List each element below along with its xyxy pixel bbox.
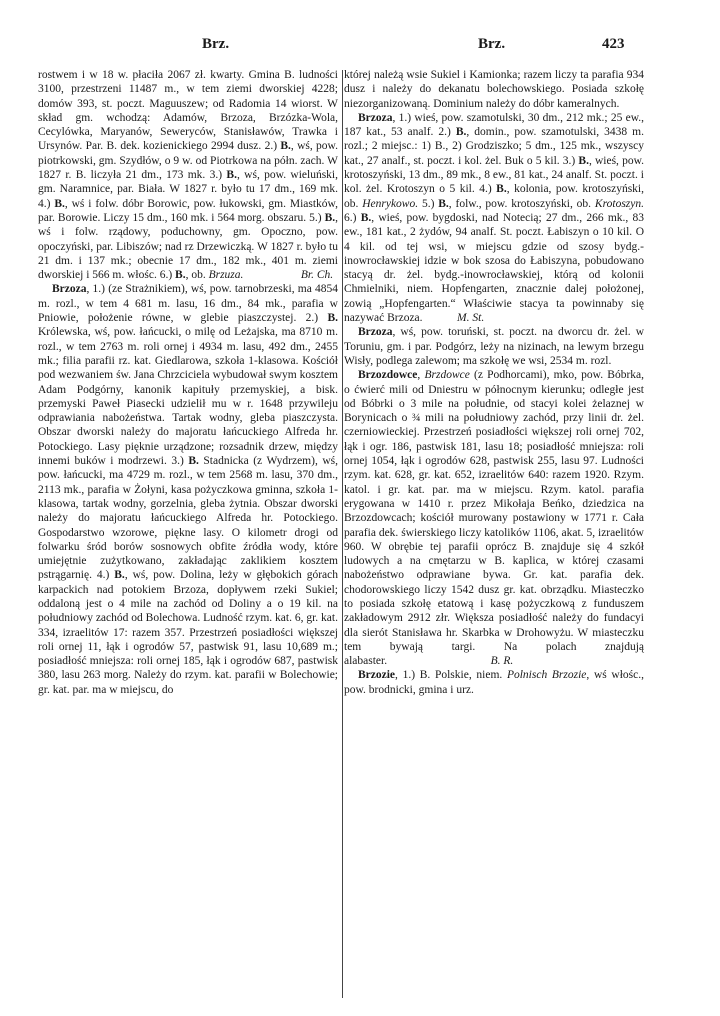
entry-paragraph: Brzoza, 1.) wieś, pow. szamotulski, 30 dm., 212 mk.; 25 ew., 187 kat., 53 analf. 2.) B., domin., pow. szamotulski, 3438 m. rozl.; 2 miejsc.: 1) B., 2) Grodziszko; 5 dm., 125 mk., wszyscy kat., 27 analf., st. poczt. i kol. żel. Buk o 5 kil. 3.) B., wieś, pow. krotoszyński, 13 dm., 89 mk., 8 ew., 81 kat., 24 analf. St. poczt. i kol. żel. Krotoszyn o 5 kil. 4.) B., kolonia, pow. krotoszyński, ob. Henrykowo. 5.) B., folw., pow. krotoszyński, ob. Krotoszyn. 6.) B., wieś, pow. bygdoski, nad Notecią; 27 dm., 266 mk., 83 ew., 181 kat., 2 żydów, 94 analf. St. poczt. Łabiszyn o 10 kil. O 4 kil. od tej wsi, w miejscu gdzie od szosy bydg.-inowrocławskiej idzie w bok szosa do Łabiszyna, pobudowano stacyą dr. żel. bydg.-inowrocławskiej, którą od kolonii Chmielniki, niem. Hopfengarten, znacznie dalej położonej, zowią „Hopfengarten.“ Właściwie stacya ta powinnaby się nazywać Brzoza. M. St. bbox=[344, 111, 645, 325]
entry-paragraph: Brzozie, 1.) B. Polskie, niem. Polnisch Brzozie, wś włośc., pow. brodnicki, gmina i urz. bbox=[344, 669, 644, 696]
entry-paragraph: której należą wsie Sukiel i Kamionka; razem liczy ta parafia 934 dusz i należy do dekanatu bolechowskiego. Posiada szkołę niezorganizowaną. Dominium należy do dóbr kameralnych. bbox=[344, 69, 644, 110]
right-column bbox=[344, 68, 644, 697]
entry-paragraph: Brzozdowce, Brzdowce (z Podhorcami), mko, pow. Bóbrka, o ćwierć mili od Dniestru w północnym kierunku; odległe jest od Bóbrki o 3 mile na południe, od stacyi kolei żelaznej w Borynicach o ¾ mili na południowy zachód, przy linii dr. żel. czerniowieckiej. Przestrzeń posiadłości większej roli ornej 702, łąk i ogr. 186, pastwisk 181, lasu 18; posiadłość mniejsza: roli ornej 1054, łąk i ogrodów 628, pastwisk 255, lasu 97. Ludności rzym. kat. 628, gr. kat. 652, izraelitów 640: razem 1920. Rzym. katol. i gr. kat. par. ma w miejscu. Rzym. katol. parafia erygowana w 1410 r. przez Mikołaja Beńko, dziedzica na Brzozdowcach; kościół murowany postawiony w 1771 r. Cała parafia dek. świerskiego liczy katolików 1106, akat. 5, izraelitów 960. W obrębie tej parafii oprócz B. znajduje się 4 szkół ludowych a na cmętarzu w B. kaplica, w której czasami nabożeństwo odprawiane bywa. Gr. kat. parafia dek. chodorowskiego liczy 1542 dusz gr. kat. obrządku. Miasteczko to posiada szkołę etatową i kasę pożyczkową z funduszem zakładowym 2912 złr. Większa posiadłość należy do fundacyi dla sierót Stanisława hr. Skarbka w Drohowyżu. W miasteczku tem bywają targi. Na polach znajdują alabaster. B. R. bbox=[344, 369, 645, 668]
running-head-right: Brz. bbox=[478, 36, 506, 52]
column-divider bbox=[342, 70, 343, 998]
entry-paragraph: Brzoza, 1.) (ze Strażnikiem), wś, pow. tarnobrzeski, ma 4854 m. rozl., w tem 4 681 m. lasu, 16 dm., 84 mk., parafia w Pniowie, położenie równe, w glebie piaszczystej. 2.) B. Królewska, wś, pow. łańcucki, o milę od Leżajska, ma 8710 m. rozl., w tem 2763 m. roli ornej i 4934 m. lasu, 492 dm., 2455 mk.; filia parafii rz. kat. Giedlarowa, szkoła 1-klasowa. Kościół pod wezwaniem św. Jana Chrzciciela wybudował swym kosztem Adam Podgórny, kanonik kapituły przemyskiej, a bisk. przemyski Paweł Piasecki udzielił mu w r. 1648 przywileju odprawiania nabożeństwa. Tartak wodny, gleba piaszczysta. Obszar dworski należy do majoratu łańcuckiego Alfreda hr. Potockiego. Lasy pięknie urządzone; rozsadnik drzew, między innemi buków i modrzewi. 3.) B. Stadnicka (z Wydrzem), wś, pow. łańcucki, ma 4729 m. rozl., w tem 2568 m. lasu, 370 dm., 2113 mk., parafia w Żołyni, kasa pożyczkowa gminna, szkoła 1-klasowa, tartak wodny, gorzelnia, gleba żytnia. Obszar dworski należy do majoratu łańcuckiego Alfreda hr. Potockiego. Gospodarstwo wzorowe, piękne lasy. O kilometr drogi od folwarku śród borów sosnowych obfite źródła wody, które umiejętnie zużytkowano, zakładając zaklikiem kosztem pstrągarnię. 4.) B., wś, pow. Dolina, leży w głębokich górach karpackich nad potokiem Brzoza, dopływem rzeki Sukiel; oddaloną jest o 4 mile na zachód od Doliny a o 19 kil. na południowy zachód od Bolechowa. Ludność rzym. kat. 6, gr. kat. 334, izraelitów 17: razem 357. Przestrzeń posiadłości większej roli ornej 11, łąk i ogrodów 57, pastwisk 91, lasu 10,689 m.; posiadłość mniejsza: roli ornej 185, łąk i ogrodów 687, pastwisk 380, lasu 263 morg. Należy do rzym. kat. parafii w Bolechowie; gr. kat. par. ma w miejscu, do bbox=[38, 283, 338, 696]
left-column bbox=[38, 68, 338, 697]
entry-paragraph: rostwem i w 18 w. płaciła 2067 zł. kwarty. Gmina B. ludności 3100, przestrzeni 11487 m., w tem ziemi dworskiej 4228; domów 393, st. poczt. Maguuszew; od Radomia 14 wiorst. W skład gm. wchodzą: Adamów, Brzoza, Brzózka-Wola, Cecylówka, Maryanów, Seweryców, Stanisławów, Trawka i Ursynów. Par. B. dek. kozienickiego 2994 dusz. 2.) B., wś, pow. piotrkowski, gm. Szydłów, o 9 w. od Piotrkowa na półn. zach. W 1827 r. B. liczyła 21 dm., 173 mk. 3.) B., wś, pow. wieluński, gm. Naramnice, par. Biała. W 1827 r. było tu 17 dm., 169 mk. 4.) B., wś i folw. dóbr Borowic, pow. łukowski, gm. Miastków, par. Borowie. Liczy 15 dm., 160 mk. i 564 morg. obszaru. 5.) B., wś i folw. rządowy, poduchowny, gm. Opoczno, pow. opoczyński, par. Libiszów; nad rz Drzewiczką. W 1827 r. było tu 21 dm. i 137 mk.; obecnie 17 dm., 182 mk., 401 m. ziemi dworskiej i 566 m. włośc. 6.) B., ob. Brzuza. Br. Ch. bbox=[38, 69, 339, 282]
running-head-left: Brz. bbox=[202, 36, 230, 52]
entry-paragraph: Brzoza, wś, pow. toruński, st. poczt. na dworcu dr. żel. w Toruniu, gm. i par. Podgórz, leży na nizinach, na lewym brzegu Wisły, podlega zalewom; ma szkołę we wsi, 2534 m. rozl. bbox=[344, 326, 644, 367]
page-number: 423 bbox=[602, 36, 625, 52]
